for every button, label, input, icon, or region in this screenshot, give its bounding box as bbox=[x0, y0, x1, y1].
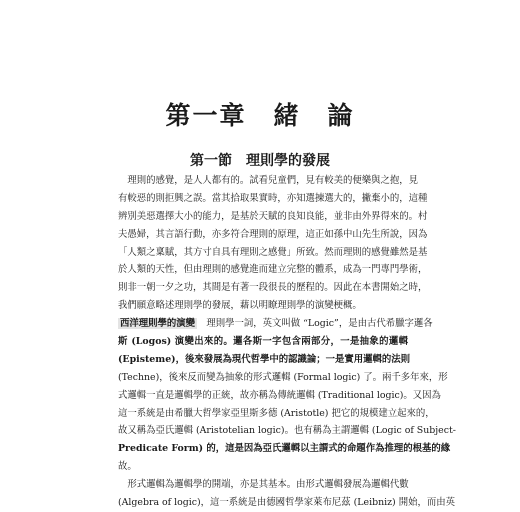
paragraph-2-first-line bbox=[118, 315, 433, 333]
paragraph-2-line: 故又稱為亞氏邏輯 (Aristotelian logic)。也有稱為主謂邏輯 (Logic of Subject- bbox=[118, 425, 456, 437]
paragraph-2-line: 這一系統是由希臘大哲學家亞里斯多德 (Aristotle) 把它的規模建立起來的， bbox=[118, 407, 435, 419]
paragraph-2-first-line-text: 理則學一詞，英文叫做 “Logic”，是由古代希臘字邏各 bbox=[197, 318, 433, 330]
paragraph-2-line: 式邏輯一直是邏輯學的正統，故亦稱為傳統邏輯 (Traditional logic)。又因為 bbox=[118, 389, 441, 401]
body-text bbox=[118, 172, 456, 512]
paragraph-2-line: 故。 bbox=[118, 461, 137, 473]
chapter-title: 第一章 緒 論 bbox=[165, 101, 355, 130]
paragraph-1-line: 夫愚婦，其言語行動，亦多符合理則的原理，這正如孫中山先生所說，因為 bbox=[118, 228, 428, 240]
paragraph-1-line: 於人類的天性，但由理則的感覺進而建立完整的體系，成為一門專門學術， bbox=[118, 264, 428, 276]
paragraph-2-line: Predicate Form) 的，這是因為亞氏邏輯以主謂式的命題作為推理的根基的緣 bbox=[118, 443, 451, 455]
paragraph-1-line: 有較惡的則拒興之誤。當其拾取果實時，亦知選揀選大的，撇棄小的，這種 bbox=[118, 192, 428, 204]
paragraph-1-line: 我們願意略述理則學的發展，藉以明瞭理則學的演變梗概。 bbox=[118, 300, 362, 312]
paragraph-2-line: 斯 (Logos) 演變出來的。邏各斯一字包含兩部分，一是抽象的邏輯 bbox=[118, 336, 408, 348]
subsection-heading: 西洋理則學的演變 bbox=[120, 318, 196, 330]
paragraph-1-line: 辨別美惡選擇大小的能力，是基於天賦的良知良能，並非由外界得來的。村 bbox=[118, 210, 428, 222]
paragraph-1-line: 則非一朝一夕之功，其間是有著一段很長的歷程的。因此在本書開始之時， bbox=[118, 282, 428, 294]
paragraph-1-line: 理則的感覺，是人人都有的。試看兒童們，見有較美的便樂與之抱，見 bbox=[118, 175, 419, 186]
paragraph-3-line: (Algebra of logic)，這一系統是由德國哲學家萊布尼茲 (Leibniz) 開始，而由英 bbox=[118, 497, 455, 509]
paragraph-3-line: 形式邏輯為邏輯學的開端，亦是其基本。由形式邏輯發展為邏輯代數 bbox=[118, 479, 409, 491]
paragraph-2-line: (Techne)，後來反而變為抽象的形式邏輯 (Formal logic) 了。兩千多年來，形 bbox=[118, 371, 448, 383]
section-title: 第一節 理則學的發展 bbox=[190, 153, 330, 169]
paragraph-2-line: (Episteme)，後來發展為現代哲學中的認識論；一是實用邏輯的法則 bbox=[118, 353, 410, 365]
paragraph-1-line: 「人類之稟賦，其方寸自具有理則之感覺」所致。然而理則的感覺雖然是基 bbox=[118, 246, 428, 258]
